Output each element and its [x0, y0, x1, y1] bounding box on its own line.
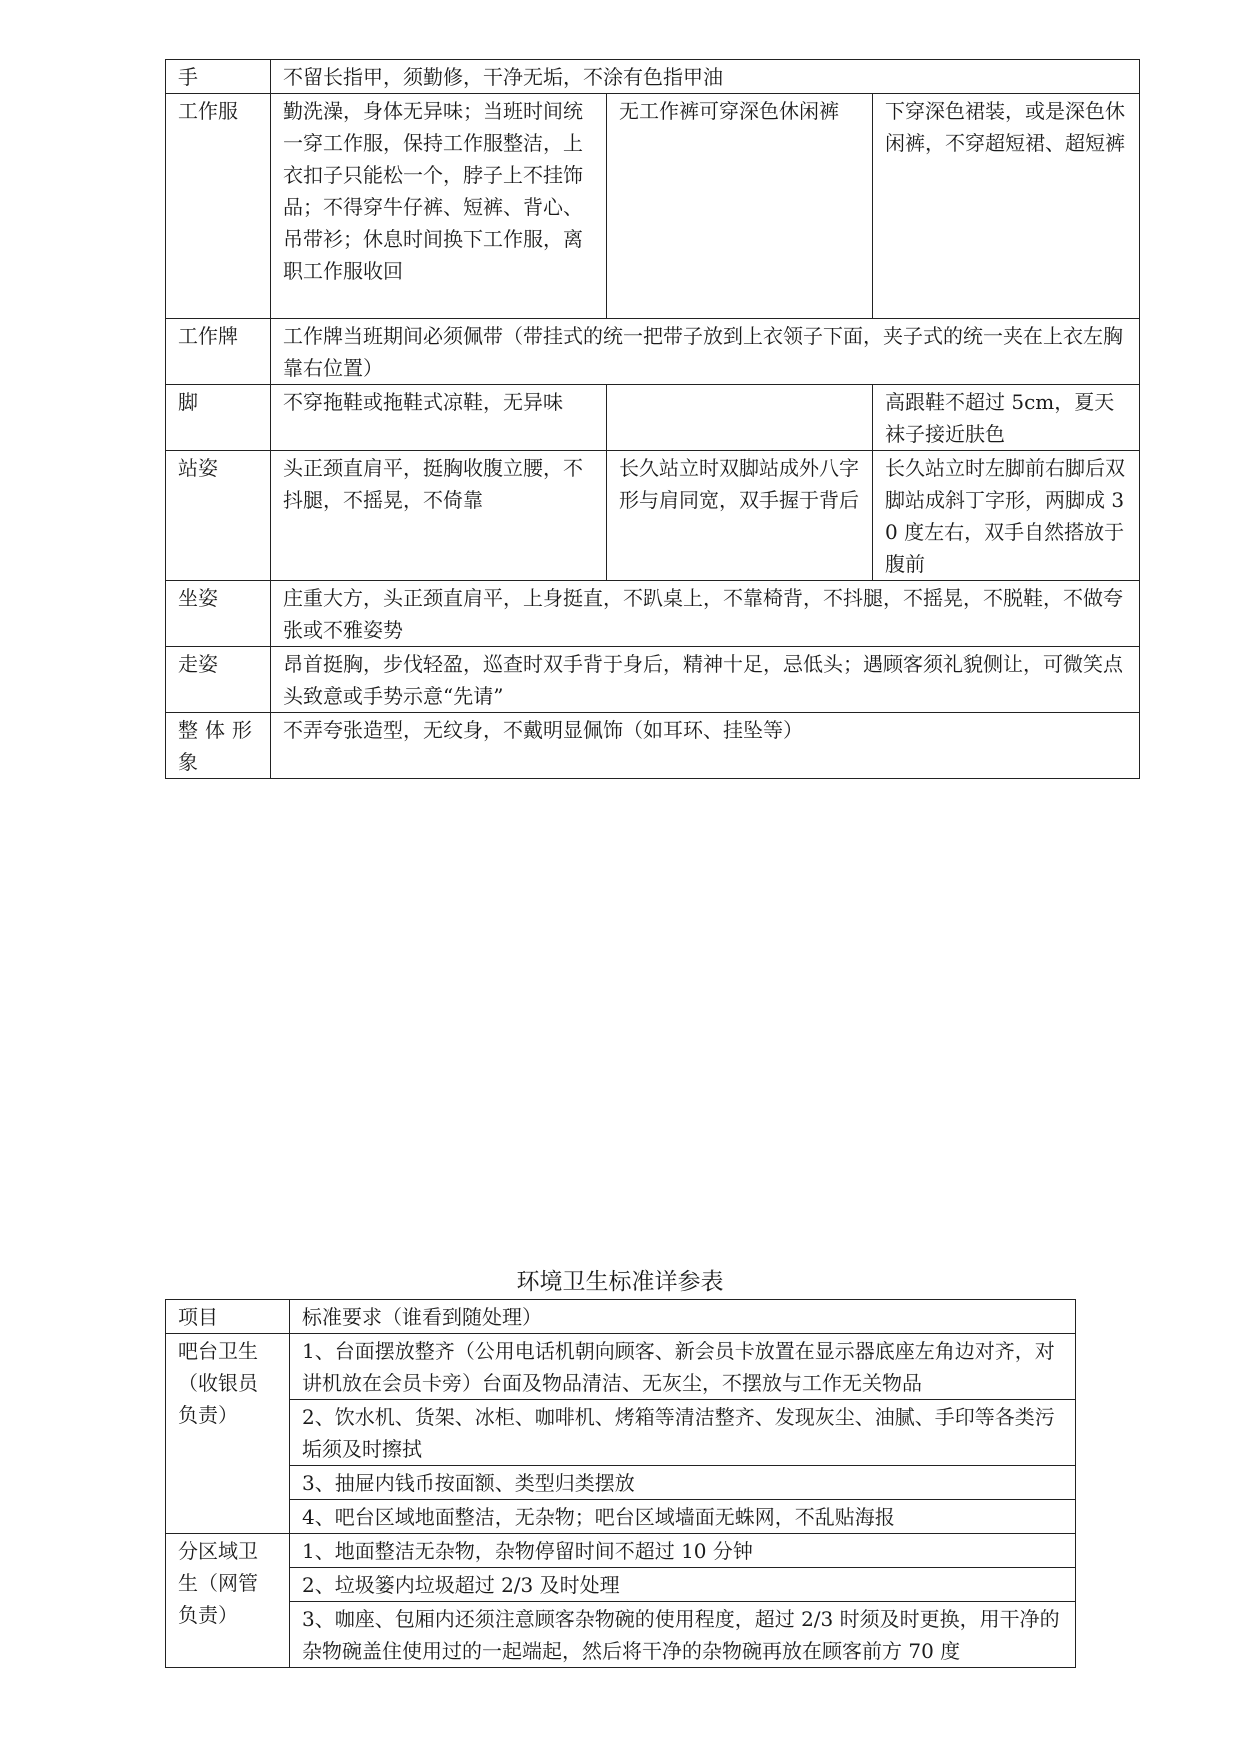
row-label: 脚	[166, 385, 271, 451]
male-cell: 无工作裤可穿深色休闲裤	[607, 94, 873, 319]
table-row	[166, 581, 1140, 647]
row-label: 手	[166, 60, 271, 94]
requirement-cell: 勤洗澡，身体无异味；当班时间统一穿工作服，保持工作服整洁，上衣扣子只能松一个，脖子上不挂饰品；不得穿牛仔裤、短裤、背心、吊带衫；休息时间换下工作服，离职工作服收回	[271, 94, 607, 319]
header-standard: 标准要求（谁看到随处理）	[290, 1300, 1076, 1334]
table-row	[166, 94, 1140, 319]
standard-item: 4、吧台区域地面整洁，无杂物；吧台区域墙面无蛛网，不乱贴海报	[290, 1500, 1076, 1534]
requirement-cell: 昂首挺胸，步伐轻盈，巡查时双手背于身后，精神十足，忌低头；遇顾客须礼貌侧让，可微笑点头致意或手势示意“先请”	[271, 647, 1140, 713]
requirement-cell: 不留长指甲，须勤修，干净无垢，不涂有色指甲油	[271, 60, 1140, 94]
requirement-cell: 不穿拖鞋或拖鞋式凉鞋，无异味	[271, 385, 607, 451]
requirement-cell: 工作牌当班期间必须佩带（带挂式的统一把带子放到上衣领子下面，夹子式的统一夹在上衣左胸靠右位置）	[271, 319, 1140, 385]
table-row	[166, 1500, 1076, 1534]
row-label: 站姿	[166, 451, 271, 581]
requirement-cell: 不弄夸张造型，无纹身，不戴明显佩饰（如耳环、挂坠等）	[271, 713, 1140, 779]
requirement-cell: 头正颈直肩平，挺胸收腹立腰，不抖腿，不摇晃，不倚靠	[271, 451, 607, 581]
standard-item: 3、抽屉内钱币按面额、类型归类摆放	[290, 1466, 1076, 1500]
row-label: 坐姿	[166, 581, 271, 647]
row-label: 工作服	[166, 94, 271, 319]
header-item: 项目	[166, 1300, 290, 1334]
female-cell: 下穿深色裙装，或是深色休闲裤，不穿超短裙、超短裤	[873, 94, 1140, 319]
group-label: 吧台卫生（收银员负责）	[166, 1334, 290, 1534]
female-cell: 长久站立时左脚前右脚后双脚站成斜丁字形，两脚成 30 度左右，双手自然搭放于腹前	[873, 451, 1140, 581]
table-row	[166, 451, 1140, 581]
row-label: 走姿	[166, 647, 271, 713]
table-row	[166, 60, 1140, 94]
header-row	[166, 1300, 1076, 1334]
male-cell	[607, 385, 873, 451]
row-label: 整体形象	[166, 713, 271, 779]
standard-item: 1、地面整洁无杂物，杂物停留时间不超过 10 分钟	[290, 1534, 1076, 1568]
female-cell: 高跟鞋不超过 5cm，夏天袜子接近肤色	[873, 385, 1140, 451]
grooming-standards-table	[165, 59, 1140, 779]
male-cell: 长久站立时双脚站成外八字形与肩同宽，双手握于背后	[607, 451, 873, 581]
table-row	[166, 385, 1140, 451]
table-row	[166, 1602, 1076, 1668]
row-label: 工作牌	[166, 319, 271, 385]
standard-item: 2、饮水机、货架、冰柜、咖啡机、烤箱等清洁整齐、发现灰尘、油腻、手印等各类污垢须及时擦拭	[290, 1400, 1076, 1466]
table-row	[166, 319, 1140, 385]
environment-standards-table	[165, 1299, 1076, 1668]
table-row	[166, 1466, 1076, 1500]
table-row	[166, 1568, 1076, 1602]
environment-table-title: 环境卫生标准详参表	[516, 1269, 724, 1295]
table-row	[166, 647, 1140, 713]
standard-item: 3、咖座、包厢内还须注意顾客杂物碗的使用程度，超过 2/3 时须及时更换，用干净的杂物碗盖住使用过的一起端起，然后将干净的杂物碗再放在顾客前方 70 度	[290, 1602, 1076, 1668]
standard-item: 2、垃圾篓内垃圾超过 2/3 及时处理	[290, 1568, 1076, 1602]
table-row	[166, 1400, 1076, 1466]
group-label: 分区域卫生（网管负责）	[166, 1534, 290, 1668]
table-row	[166, 1334, 1076, 1400]
table-row	[166, 1534, 1076, 1568]
requirement-cell: 庄重大方，头正颈直肩平，上身挺直，不趴桌上，不靠椅背，不抖腿，不摇晃，不脱鞋，不做夸张或不雅姿势	[271, 581, 1140, 647]
standard-item: 1、台面摆放整齐（公用电话机朝向顾客、新会员卡放置在显示器底座左角边对齐，对讲机放在会员卡旁）台面及物品清洁、无灰尘，不摆放与工作无关物品	[290, 1334, 1076, 1400]
table-row	[166, 713, 1140, 779]
